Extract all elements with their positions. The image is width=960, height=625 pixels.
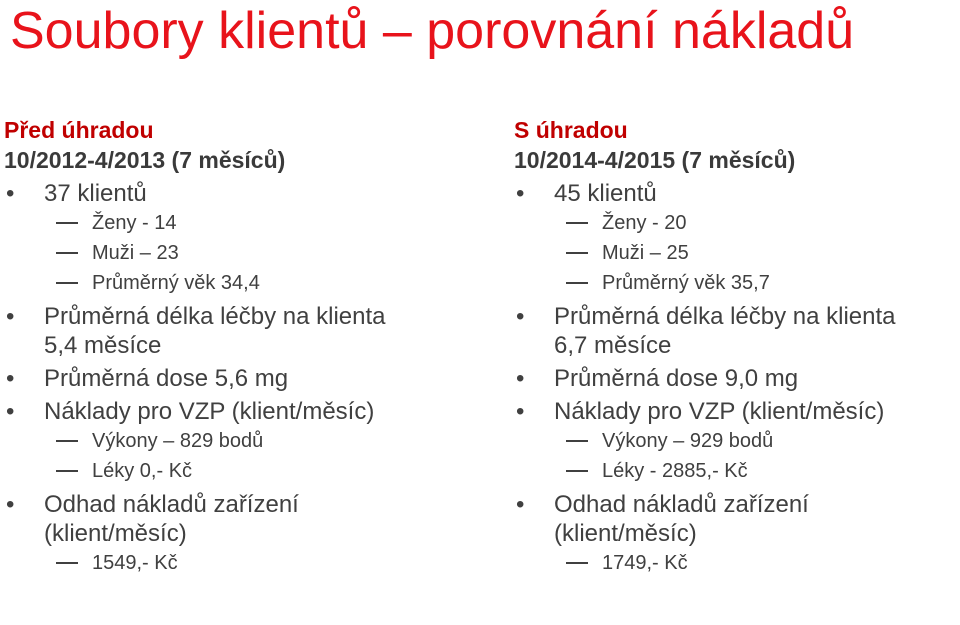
dash-icon (56, 282, 78, 284)
column-before-payment (4, 115, 454, 578)
sub-item: Výkony – 929 bodů (514, 426, 960, 456)
column-with-payment (514, 115, 960, 578)
dash-icon (56, 562, 78, 564)
bullet-costs: • Náklady pro VZP (klient/měsíc) (6, 398, 375, 425)
sub-item: Muži – 23 (4, 238, 454, 268)
bullet-facility: • Odhad nákladů zařízení (klient/měsíc) (6, 491, 299, 547)
sub-item: Léky - 2885,- Kč (514, 456, 960, 486)
bullet-costs: • Náklady pro VZP (klient/měsíc) (516, 398, 885, 425)
bullet-avg-length: • Průměrná délka léčby na klienta 5,4 měsíce (6, 303, 386, 359)
bullet-facility: • Odhad nákladů zařízení (klient/měsíc) (516, 491, 809, 547)
bullet-dot-icon: • (6, 365, 15, 392)
dash-icon (566, 470, 588, 472)
bullet-dot-icon: • (516, 180, 525, 207)
sub-item: 1549,- Kč (4, 548, 454, 578)
slide-title: Soubory klientů – porovnání nákladů (10, 2, 855, 60)
sub-item: Muži – 25 (514, 238, 960, 268)
dash-icon (566, 252, 588, 254)
dash-icon (56, 252, 78, 254)
column-heading: Před úhradou (4, 117, 154, 143)
sub-item: Ženy - 20 (514, 208, 960, 238)
sub-item: 1749,- Kč (514, 548, 960, 578)
sub-item: Průměrný věk 35,7 (514, 268, 960, 298)
bullet-dot-icon: • (6, 491, 15, 518)
bullet-dot-icon: • (516, 365, 525, 392)
sub-item: Průměrný věk 34,4 (4, 268, 454, 298)
period-label: 10/2012-4/2013 (7 měsíců) (4, 147, 286, 173)
bullet-clients: • 37 klientů (6, 180, 147, 207)
dash-icon (56, 222, 78, 224)
column-heading: S úhradou (514, 117, 628, 143)
bullet-clients: • 45 klientů (516, 180, 657, 207)
dash-icon (566, 440, 588, 442)
bullet-dot-icon: • (6, 398, 15, 425)
dash-icon (56, 470, 78, 472)
bullet-avg-length: • Průměrná délka léčby na klienta 6,7 měsíce (516, 303, 896, 359)
bullet-dot-icon: • (516, 303, 525, 330)
bullet-dot-icon: • (6, 180, 15, 207)
sub-item: Výkony – 829 bodů (4, 426, 454, 456)
dash-icon (56, 440, 78, 442)
sub-item: Ženy - 14 (4, 208, 454, 238)
dash-icon (566, 282, 588, 284)
sub-item: Léky 0,- Kč (4, 456, 454, 486)
bullet-dot-icon: • (6, 303, 15, 330)
bullet-avg-dose: • Průměrná dose 5,6 mg (6, 365, 289, 392)
bullet-avg-dose: • Průměrná dose 9,0 mg (516, 365, 799, 392)
dash-icon (566, 222, 588, 224)
bullet-dot-icon: • (516, 398, 525, 425)
dash-icon (566, 562, 588, 564)
period-label: 10/2014-4/2015 (7 měsíců) (514, 147, 796, 173)
bullet-dot-icon: • (516, 491, 525, 518)
